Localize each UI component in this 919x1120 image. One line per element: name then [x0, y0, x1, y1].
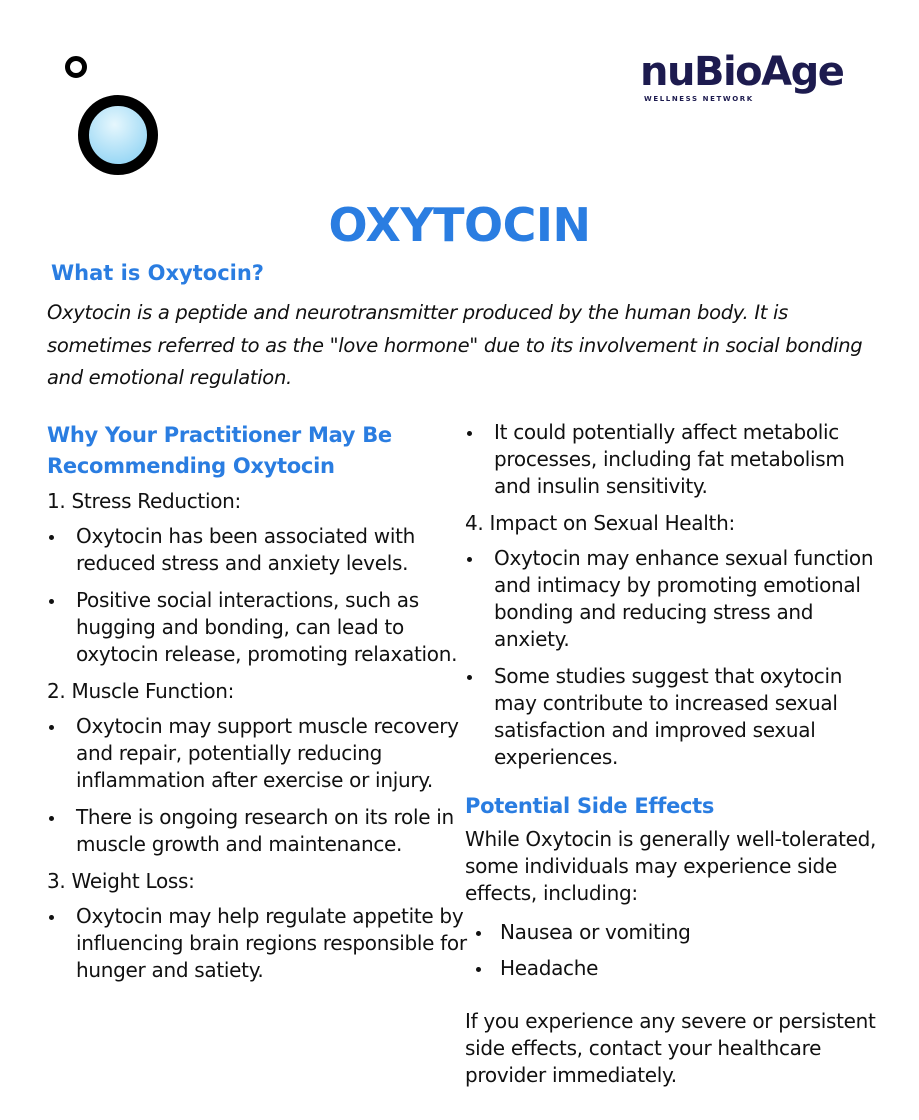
stress-list [47, 523, 467, 668]
weight-list-continued [465, 419, 885, 500]
section-label-stress: 1. Stress Reduction: [47, 489, 241, 513]
list-item: There is ongoing research on its role in muscle growth and maintenance. [47, 804, 467, 858]
list-item: It could potentially affect metabolic processes, including fat metabolism and insulin sensitivity. [465, 419, 885, 500]
section-label-muscle: 2. Muscle Function: [47, 679, 235, 703]
left-column [47, 420, 467, 994]
list-item: Some studies suggest that oxytocin may contribute to increased sexual satisfaction and improved sexual experiences. [465, 663, 885, 771]
sexual-health-list [465, 545, 885, 771]
page-title: OXYTOCIN [328, 198, 591, 252]
section-label-sexual-health: 4. Impact on Sexual Health: [465, 511, 735, 535]
section-label-weight: 3. Weight Loss: [47, 869, 195, 893]
brand-logo-mark-icon [64, 54, 164, 178]
list-item: Oxytocin may enhance sexual function and intimacy by promoting emotional bonding and reducing stress and anxiety. [465, 545, 885, 653]
what-heading: What is Oxytocin? [51, 261, 264, 285]
brand-name: nuBioAge [640, 49, 844, 95]
brand-tagline: WELLNESS NETWORK [644, 95, 754, 103]
side-effects-intro: While Oxytocin is generally well-tolerated, some individuals may experience side effects, including: [465, 827, 877, 905]
muscle-list [47, 713, 467, 858]
why-heading: Why Your Practitioner May Be Recommending Oxytocin [47, 423, 392, 478]
list-item: Oxytocin may help regulate appetite by influencing brain regions responsible for hunger and satiety. [47, 903, 467, 984]
intro-text: Oxytocin is a peptide and neurotransmitter produced by the human body. It is sometimes referred to as the "love hormone" due to its involvement in social bonding and emotional regulation. [47, 301, 863, 389]
side-effects-list [465, 919, 885, 982]
list-item: Oxytocin has been associated with reduced stress and anxiety levels. [47, 523, 467, 577]
list-item: Positive social interactions, such as hugging and bonding, can lead to oxytocin release, promoting relaxation. [47, 587, 467, 668]
side-effects-outro: If you experience any severe or persistent side effects, contact your healthcare provider immediately. [465, 1009, 876, 1087]
right-column [465, 419, 885, 1089]
list-item: Oxytocin may support muscle recovery and repair, potentially reducing inflammation after exercise or injury. [47, 713, 467, 794]
weight-list [47, 903, 467, 984]
side-effects-heading: Potential Side Effects [465, 794, 715, 818]
list-item: Headache [465, 955, 885, 982]
list-item: Nausea or vomiting [465, 919, 885, 946]
brand-logo [640, 50, 880, 103]
